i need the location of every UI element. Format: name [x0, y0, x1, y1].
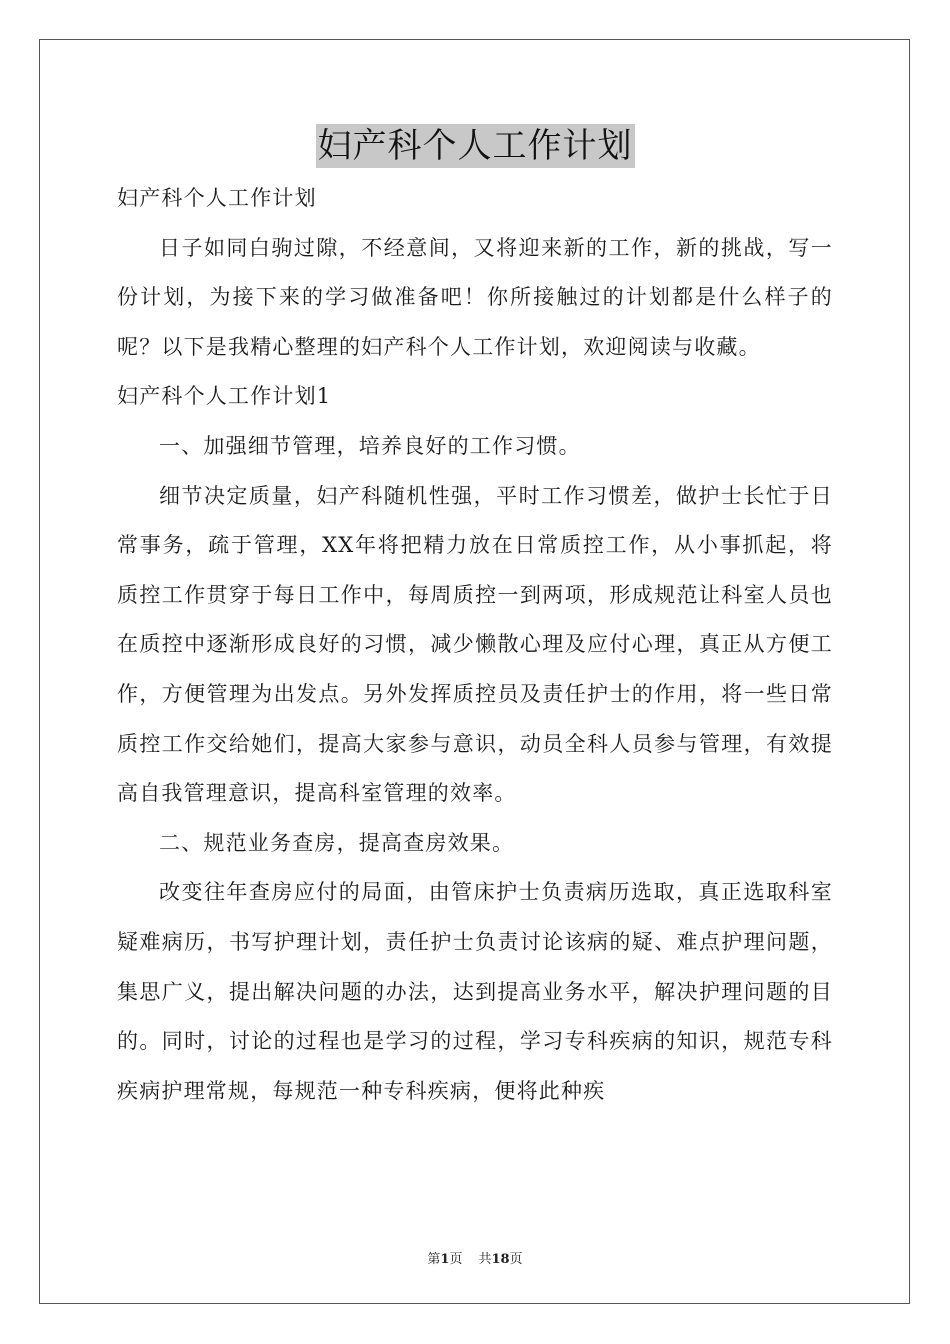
- subtitle-paragraph: 妇产科个人工作计划: [117, 186, 317, 210]
- page-current: 1: [440, 1252, 450, 1267]
- intro-paragraph: 日子如同白驹过隙，不经意间，又将迎来新的工作，新的挑战，写一份计划，为接下来的学习做准备吧！你所接触过的计划都是什么样子的呢？以下是我精心整理的妇产科个人工作计划，欢迎阅读与收藏。: [117, 235, 833, 359]
- total-suffix: 页: [509, 1252, 523, 1267]
- document-body: [117, 174, 833, 1116]
- page-prefix: 第: [427, 1252, 441, 1267]
- page-suffix: 页: [449, 1252, 463, 1267]
- subheading-1: 一、加强细节管理，培养良好的工作习惯。: [159, 433, 581, 458]
- body-paragraph-1: 细节决定质量，妇产科随机性强，平时工作习惯差，做护士长忙于日常事务，疏于管理，XX年将把精力放在日常质控工作，从小事抓起，将质控工作贯穿于每日工作中，每周质控一到两项，形成规范让科室人员也在质控中逐渐形成良好的习惯，减少懒散心理及应付心理，真正从方便工作，方便管理为出发点。另外发挥质控员及责任护士的作用，将一些日常质控工作交给她们，提高大家参与意识，动员全科人员参与管理，有效提高自我管理意识，提高科室管理的效率。: [117, 483, 833, 806]
- page-footer: [0, 1248, 950, 1267]
- title-wrap: [0, 124, 950, 168]
- section-heading: 妇产科个人工作计划1: [117, 384, 332, 409]
- subheading-2: 二、规范业务查房，提高查房效果。: [159, 830, 515, 855]
- total-prefix: 共: [478, 1252, 492, 1267]
- document-title: 妇产科个人工作计划: [317, 126, 633, 166]
- body-paragraph-2: 改变往年查房应付的局面，由管床护士负责病历选取，真正选取科室疑难病历，书写护理计划，责任护士负责讨论该病的疑、难点护理问题，集思广义，提出解决问题的办法，达到提高业务水平，解决护理问题的目的。同时，讨论的过程也是学习的过程，学习专科疾病的知识，规范专科疾病护理常规，每规范一种专科疾病，便将此种疾: [117, 880, 833, 1103]
- page-total: 18: [491, 1252, 510, 1267]
